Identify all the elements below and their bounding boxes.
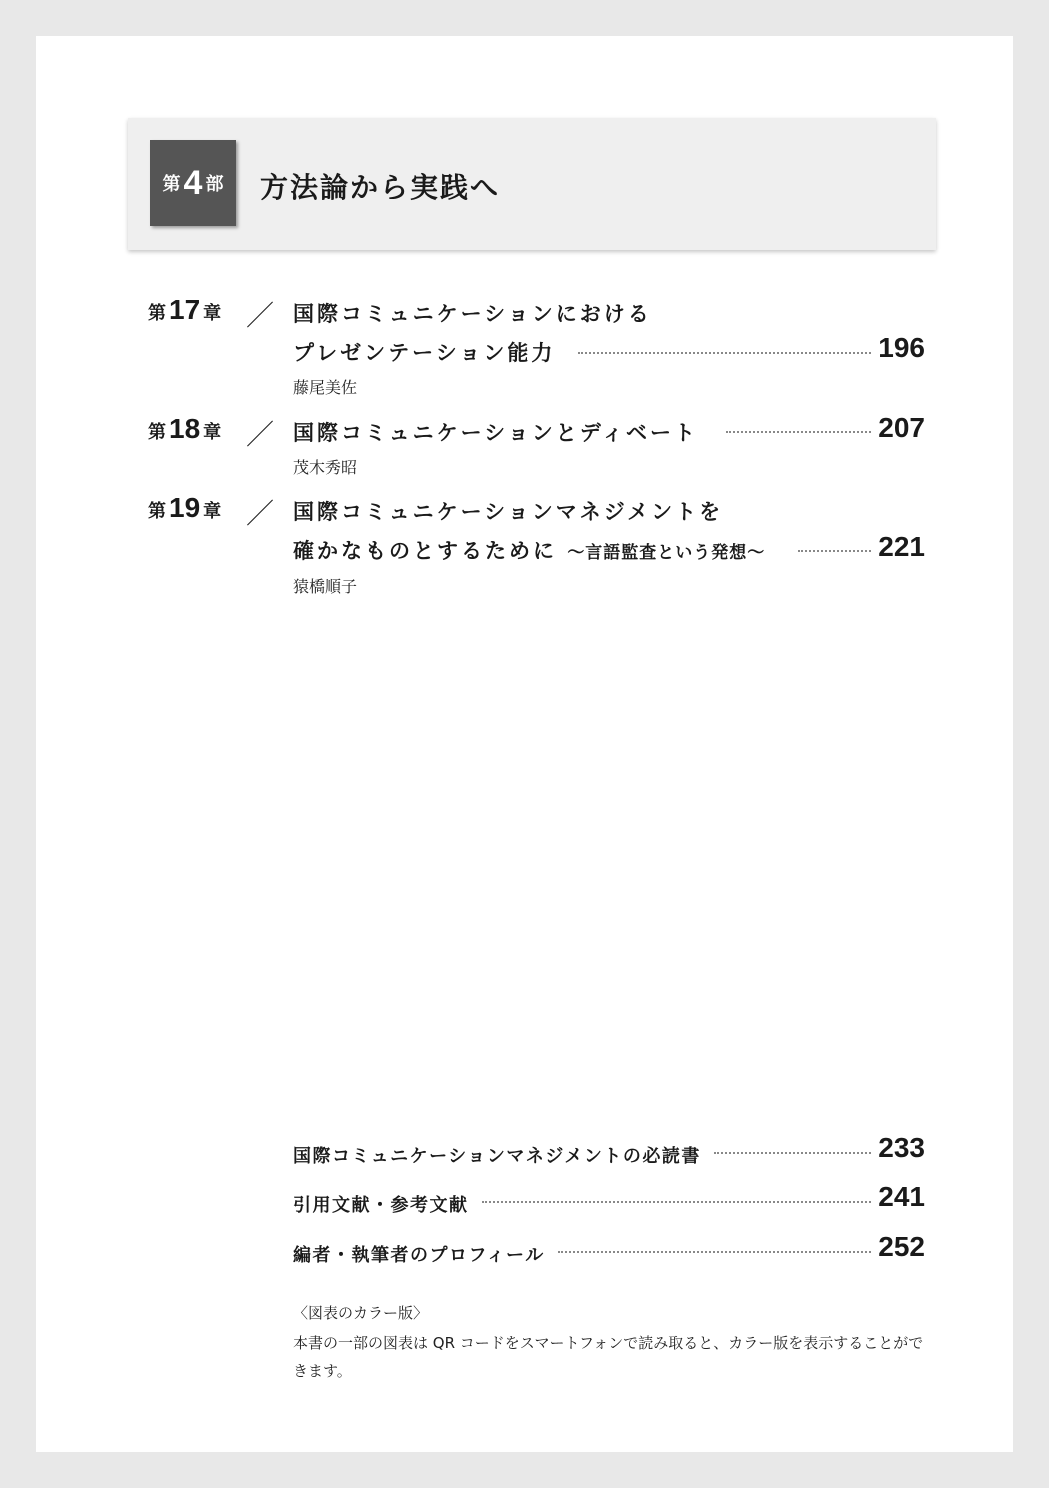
- chapter-19-title-line1[interactable]: 国際コミュニケーションマネジメントを: [293, 500, 724, 524]
- chapter-18-title[interactable]: 国際コミュニケーションとディベート: [293, 421, 699, 445]
- part-number: 4: [183, 163, 203, 202]
- back-matter-profiles[interactable]: 編者・執筆者のプロフィール: [293, 1245, 545, 1266]
- chapter-19-title-line2[interactable]: [293, 535, 765, 565]
- chapter-17-label: [148, 294, 221, 326]
- chapter-17-title-line1[interactable]: 国際コミュニケーションにおける: [293, 302, 652, 326]
- dot-leader: [558, 1251, 871, 1253]
- back-matter-references[interactable]: 引用文献・参考文献: [293, 1195, 469, 1216]
- chapter-17-page: 196: [878, 332, 925, 363]
- chapter-19-subtitle: ～言語監査という発想～: [567, 543, 766, 563]
- chapter-17-author: 藤尾美佐: [293, 378, 358, 397]
- color-note-heading: 〈図表のカラー版〉: [293, 1304, 429, 1322]
- color-note-body: 本書の一部の図表は QR コードをスマートフォンで読み取ると、カラー版を表示することができます。: [293, 1334, 924, 1380]
- dot-leader: [578, 352, 871, 354]
- back-matter-reading-list-page: 233: [878, 1132, 925, 1163]
- chapter-18-label: [148, 413, 221, 445]
- chapter-suffix: 章: [203, 303, 222, 324]
- chapter-19-page: 221: [878, 531, 925, 562]
- part-prefix: 第: [162, 174, 181, 195]
- back-matter-profiles-page: 252: [878, 1231, 925, 1262]
- chapter-19-title-main: 確かなものとするために: [293, 539, 557, 563]
- chapter-suffix: 章: [203, 501, 222, 522]
- chapter-slash: ／: [246, 299, 275, 332]
- chapter-slash: ／: [246, 418, 275, 451]
- part-title: 方法論から実践へ: [260, 171, 501, 204]
- chapter-prefix: 第: [148, 422, 166, 443]
- dot-leader: [714, 1152, 871, 1154]
- chapter-19-author: 猿橋順子: [293, 577, 358, 596]
- chapter-number: 18: [169, 413, 201, 444]
- part-number-box: [150, 140, 236, 226]
- chapter-prefix: 第: [148, 303, 166, 324]
- back-matter-references-page: 241: [878, 1181, 925, 1212]
- chapter-suffix: 章: [203, 422, 222, 443]
- dot-leader: [482, 1201, 871, 1203]
- chapter-number: 17: [169, 294, 201, 325]
- chapter-number: 19: [169, 492, 201, 523]
- chapter-prefix: 第: [148, 501, 166, 522]
- part-suffix: 部: [205, 174, 224, 195]
- part-banner: [128, 118, 936, 250]
- chapter-17-title-line2[interactable]: プレゼンテーション能力: [293, 341, 556, 365]
- chapter-19-label: [148, 492, 221, 524]
- chapter-18-page: 207: [878, 412, 925, 443]
- dot-leader: [798, 550, 871, 552]
- back-matter-reading-list[interactable]: 国際コミュニケーションマネジメントの必読書: [293, 1146, 701, 1167]
- chapter-slash: ／: [246, 497, 275, 530]
- dot-leader: [726, 431, 871, 433]
- toc-page: [36, 36, 1013, 1452]
- chapter-18-author: 茂木秀昭: [293, 458, 358, 477]
